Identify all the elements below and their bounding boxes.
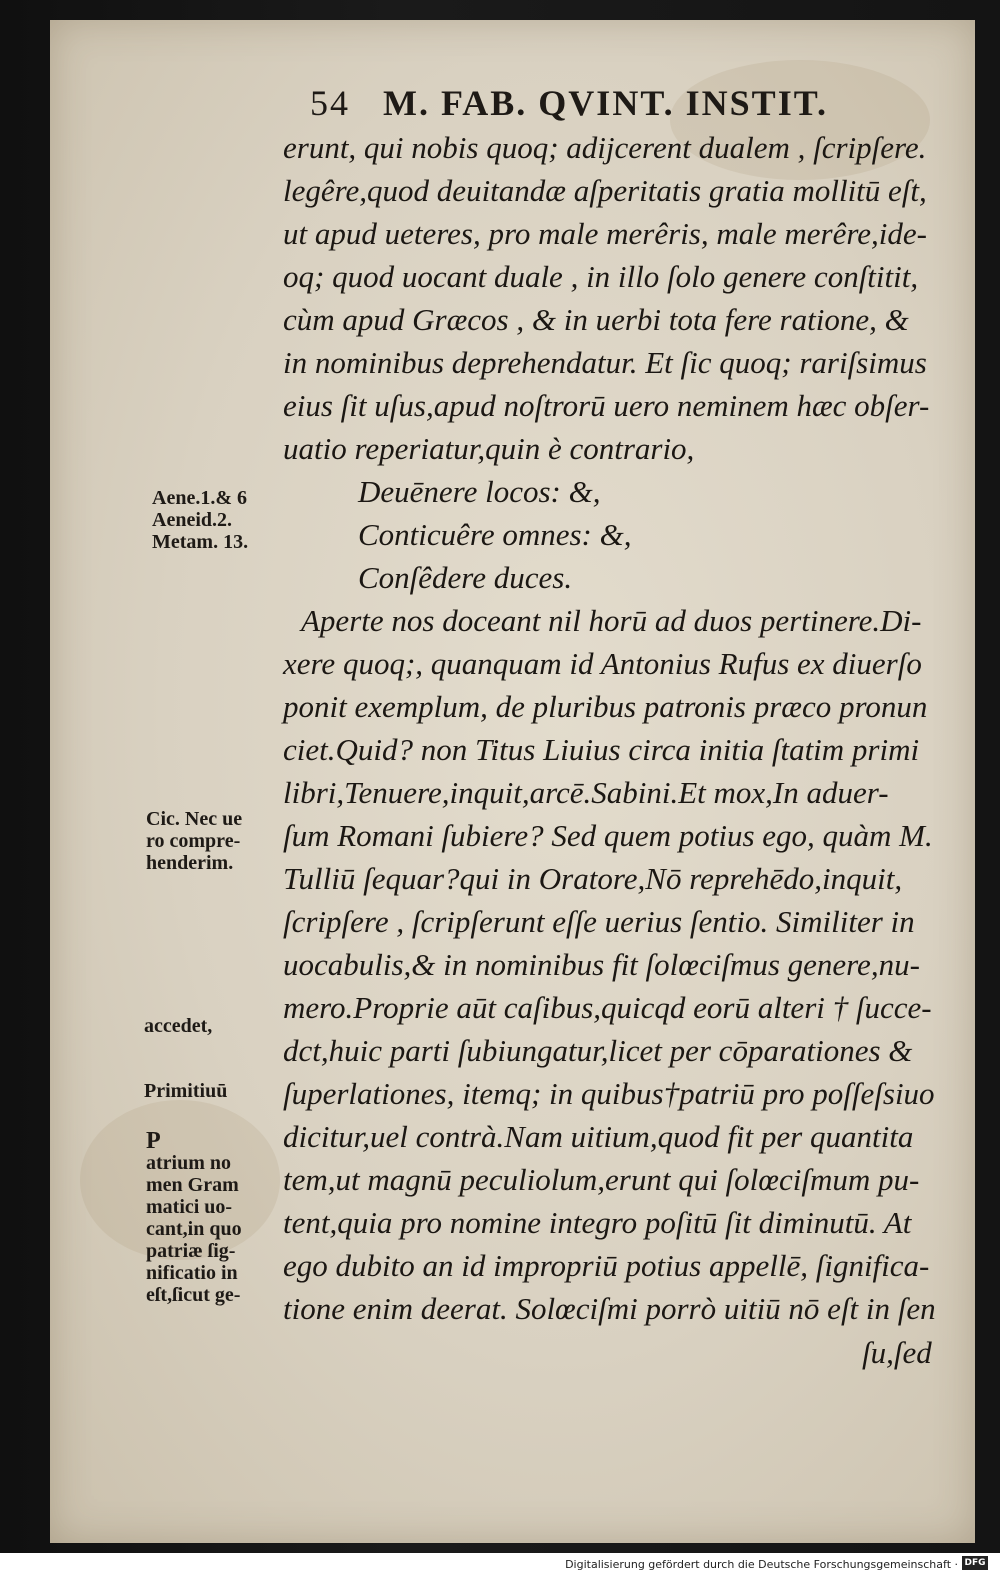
text-line: legêre,quod deuitandæ aſperitatis gratia mollitū eſt, xyxy=(283,173,927,208)
text-line: in nominibus deprehendatur. Et ſic quoq; rariſsimus xyxy=(283,345,927,380)
margin-note-line: nificatio in xyxy=(146,1262,238,1284)
margin-note-primitiuu xyxy=(144,1080,227,1102)
margin-note-accedet xyxy=(144,1015,212,1037)
margin-note-line: Metam. 13. xyxy=(152,531,249,553)
running-title: M. FAB. QVINT. INSTIT. xyxy=(383,83,829,123)
quote-line: Conticuêre omnes: &, xyxy=(358,517,632,552)
margin-note-initial: P xyxy=(146,1128,161,1154)
text-line: dct,huic parti ſubiungatur,licet per cōparationes & xyxy=(283,1033,913,1068)
margin-note-line: Aeneid.2. xyxy=(152,509,232,531)
margin-note-line: cant,in quo xyxy=(146,1218,242,1240)
text-line: cùm apud Græcos , & in uerbi tota fere ratione, & xyxy=(283,302,909,337)
quote-line: Deuēnere locos: &, xyxy=(358,474,601,509)
text-line: ponit exemplum, de pluribus patronis præco pronun xyxy=(283,689,928,724)
text-line: uatio reperiatur,quin è contrario, xyxy=(283,431,695,466)
margin-note-line: ro compre- xyxy=(146,830,241,852)
text-line: ſcripſere , ſcripſerunt eſſe uerius ſentio. Similiter in xyxy=(283,904,915,939)
text-line: oq; quod uocant duale , in illo ſolo genere conſtitit, xyxy=(283,259,919,294)
text-line: tione enim deerat. Solœciſmi porrò uitiū nō eſt in ſen xyxy=(283,1291,936,1326)
text-line: xere quoq;, quanquam id Antonius Rufus ex diuerſo xyxy=(283,646,922,681)
margin-note-line: atrium no xyxy=(146,1152,231,1174)
margin-note-line: matici uo- xyxy=(146,1196,233,1218)
margin-note-line: henderim. xyxy=(146,852,234,874)
margin-note-line: eſt,ſicut ge- xyxy=(146,1284,241,1306)
margin-note-line: Aene.1.& 6 xyxy=(152,487,247,509)
text-line: dicitur,uel contrà.Nam uitium,quod fit per quantita xyxy=(283,1119,914,1154)
margin-note-line: Primitiuū xyxy=(144,1080,228,1102)
margin-note-line: Cic. Nec ue xyxy=(146,808,243,830)
text-line: mero.Proprie aūt caſibus,quicqd eorū alteri † ſucce- xyxy=(283,990,932,1025)
text-line: Aperte nos doceant nil horū ad duos pertinere.Di- xyxy=(301,603,922,638)
running-head xyxy=(310,82,828,124)
catchword: ſu,ſed xyxy=(862,1335,932,1370)
margin-note-line: men Gram xyxy=(146,1174,239,1196)
text-line: erunt, qui nobis quoq; adijcerent dualem , ſcripſere. xyxy=(283,130,927,165)
text-line: ciet.Quid? non Titus Liuius circa initia ſtatim primi xyxy=(283,732,920,767)
text-line: uocabulis,& in nominibus fit ſolœciſmus genere,nu- xyxy=(283,947,920,982)
dfg-logo-icon: DFG xyxy=(962,1556,988,1570)
margin-note-cicero xyxy=(146,808,242,874)
body-text xyxy=(283,126,963,1330)
footer-credit: Digitalisierung gefördert durch die Deutsche Forschungsgemeinschaft · xyxy=(565,1558,958,1571)
margin-note-line: patriæ ſig- xyxy=(146,1240,236,1262)
text-line: tem,ut magnū peculiolum,erunt qui ſolœciſmum pu- xyxy=(283,1162,920,1197)
text-line: ut apud ueteres, pro male merêris, male merêre,ide- xyxy=(283,216,927,251)
margin-note-line: accedet, xyxy=(144,1015,213,1037)
page-number: 54 xyxy=(310,83,350,123)
text-line: libri,Tenuere,inquit,arcē.Sabini.Et mox,In aduer- xyxy=(283,775,889,810)
text-line: ſum Romani ſubiere? Sed quem potius ego, quàm M. xyxy=(283,818,933,853)
margin-note-patrium xyxy=(146,1130,242,1306)
text-line: ſuperlationes, itemq; in quibus†patriū pro poſſeſsiuo xyxy=(283,1076,935,1111)
text-line: Tulliū ſequar?qui in Oratore,Nō reprehēdo,inquit, xyxy=(283,861,903,896)
quote-line: Conſêdere duces. xyxy=(358,560,573,595)
text-line: eius ſit uſus,apud noſtrorū uero neminem hæc obſer- xyxy=(283,388,930,423)
text-line: ego dubito an id impropriū potius appellē, ſignifica- xyxy=(283,1248,930,1283)
margin-note-aeneid xyxy=(152,487,248,553)
text-line: tent,quia pro nomine integro poſitū ſit diminutū. At xyxy=(283,1205,912,1240)
